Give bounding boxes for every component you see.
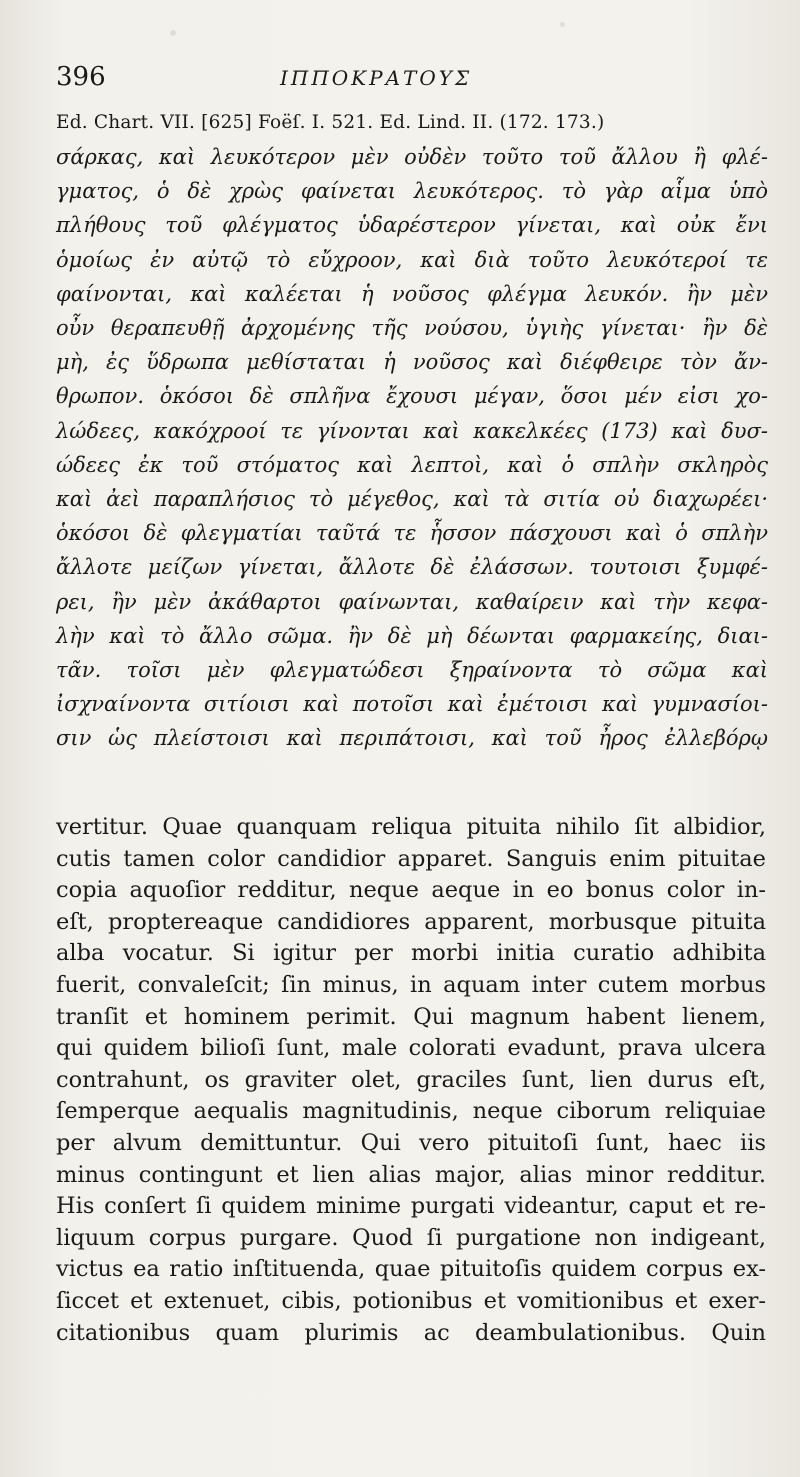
greek-line: φαίνονται, καὶ καλέεται ἡ νοῦσος φλέγμα λευκόν. ἢν μὲν xyxy=(56,281,768,306)
greek-line: καὶ ἀεὶ παραπλήσιος τὸ μέγεθος, καὶ τὰ σιτία οὐ διαχωρέει· xyxy=(56,487,768,512)
greek-line: ὁκόσοι δὲ φλεγματίαι ταῦτά τε ἧσσον πάσχουσι καὶ ὁ σπλὴν xyxy=(56,521,768,546)
latin-line: vertitur. Quae quanquam reliqua pituita nihilo ſit albidior, xyxy=(56,814,766,840)
latin-line: minus contingunt et lien alias major, alias minor redditur. xyxy=(56,1161,766,1188)
greek-line: οὖν θεραπευθῇ ἀρχομένης τῆς νούσου, ὑγιὴς γίνεται· ἢν δὲ xyxy=(56,316,768,341)
latin-line: victus ea ratio inſtituenda, quae pituitoſis quidem corpus ex- xyxy=(56,1256,766,1283)
greek-line: πλήθους τοῦ φλέγματος ὑδαρέστερον γίνεται, καὶ οὐκ ἔνι xyxy=(56,213,768,238)
greek-line: σιν ὡς πλείστοισι καὶ περιπάτοισι, καὶ τοῦ ἦρος ἐλλεβόρῳ xyxy=(56,726,768,751)
ink-speck xyxy=(170,30,176,36)
greek-line: λώδεες, κακόχροοί τε γίνονται καὶ κακελκέες (173) καὶ δυσ- xyxy=(56,418,768,443)
greek-line: ώδεες ἐκ τοῦ στόματος καὶ λεπτοὶ, καὶ ὁ σπλὴν σκληρὸς xyxy=(56,452,768,477)
page-header xyxy=(56,62,760,102)
greek-line: μὴ, ἐς ὕδρωπα μεθίσταται ἡ νοῦσος καὶ διέφθειρε τὸν ἄν- xyxy=(56,350,768,375)
latin-line: qui quidem bilioſi ſunt, male colorati evadunt, prava ulcera xyxy=(56,1035,766,1062)
latin-line: His conſert ſi quidem minime purgati videantur, caput et re- xyxy=(56,1193,766,1220)
latin-line: copia aquoſior redditur, neque aeque in eo bonus color in- xyxy=(56,877,766,904)
greek-text-block xyxy=(56,140,768,756)
latin-line: liquum corpus purgare. Quod ſi purgatione non indigeant, xyxy=(56,1224,766,1251)
greek-line: λὴν καὶ τὸ ἄλλο σῶμα. ἢν δὲ μὴ δέωνται φαρμακείης, διαι- xyxy=(56,623,768,648)
greek-line: ἄλλοτε μείζων γίνεται, ἄλλοτε δὲ ἐλάσσων. τουτοισι ξυμφέ- xyxy=(56,555,768,580)
latin-line: contrahunt, os graviter olet, graciles ſunt, lien durus eſt, xyxy=(56,1066,766,1093)
latin-line: fuerit, convaleſcit; ſin minus, in aquam inter cutem morbus xyxy=(56,971,766,998)
latin-line: ſiccet et extenuet, cibis, potionibus et vomitionibus et exer- xyxy=(56,1287,766,1314)
page-number: 396 xyxy=(56,62,106,92)
greek-line: ἰσχναίνοντα σιτίοισι καὶ ποτοῖσι καὶ ἐμέτοισι καὶ γυμνασίοι- xyxy=(56,692,768,717)
latin-line: eſt, proptereaque candidiores apparent, morbusque pituita xyxy=(56,908,766,935)
running-title: ΙΠΠΟΚΡΑΤΟΥΣ xyxy=(280,66,473,90)
greek-line: θρωπον. ὁκόσοι δὲ σπλῆνα ἔχουσι μέγαν, ὅσοι μέν εἰσι χο- xyxy=(56,384,768,409)
latin-line: cutis tamen color candidior apparet. Sanguis enim pituitae xyxy=(56,845,766,872)
greek-line: ρει, ἢν μὲν ἀκάθαρτοι φαίνωνται, καθαίρειν καὶ τὴν κεφα- xyxy=(56,589,768,614)
latin-line: alba vocatur. Si igitur per morbi initia curatio adhibita xyxy=(56,940,766,967)
greek-line: ὁμοίως ἐν αὐτῷ τὸ εὔχροον, καὶ διὰ τοῦτο λευκότεροί τε xyxy=(56,247,768,272)
latin-text-block xyxy=(56,812,766,1349)
ink-speck xyxy=(560,22,565,27)
greek-line: σάρκας, καὶ λευκότερον μὲν οὐδὲν τοῦτο τοῦ ἄλλου ἢ φλέ- xyxy=(56,145,768,169)
latin-line: tranſit et hominem perimit. Qui magnum habent lienem, xyxy=(56,1003,766,1030)
latin-line: per alvum demittuntur. Qui vero pituitoſi ſunt, haec iis xyxy=(56,1129,766,1156)
edition-reference-line: Ed. Chart. VII. [625] Foëſ. I. 521. Ed. Lind. II. (172. 173.) xyxy=(56,112,605,133)
greek-line: γματος, ὁ δὲ χρὼς φαίνεται λευκότερος. τὸ γὰρ αἷμα ὑπὸ xyxy=(56,179,768,204)
latin-line: ſemperque aequalis magnitudinis, neque ciborum reliquiae xyxy=(56,1098,766,1125)
greek-line: τᾶν. τοῖσι μὲν φλεγματώδεσι ξηραίνοντα τὸ σῶμα καὶ xyxy=(56,658,768,683)
latin-line: citationibus quam plurimis ac deambulationibus. Quin xyxy=(56,1319,766,1346)
